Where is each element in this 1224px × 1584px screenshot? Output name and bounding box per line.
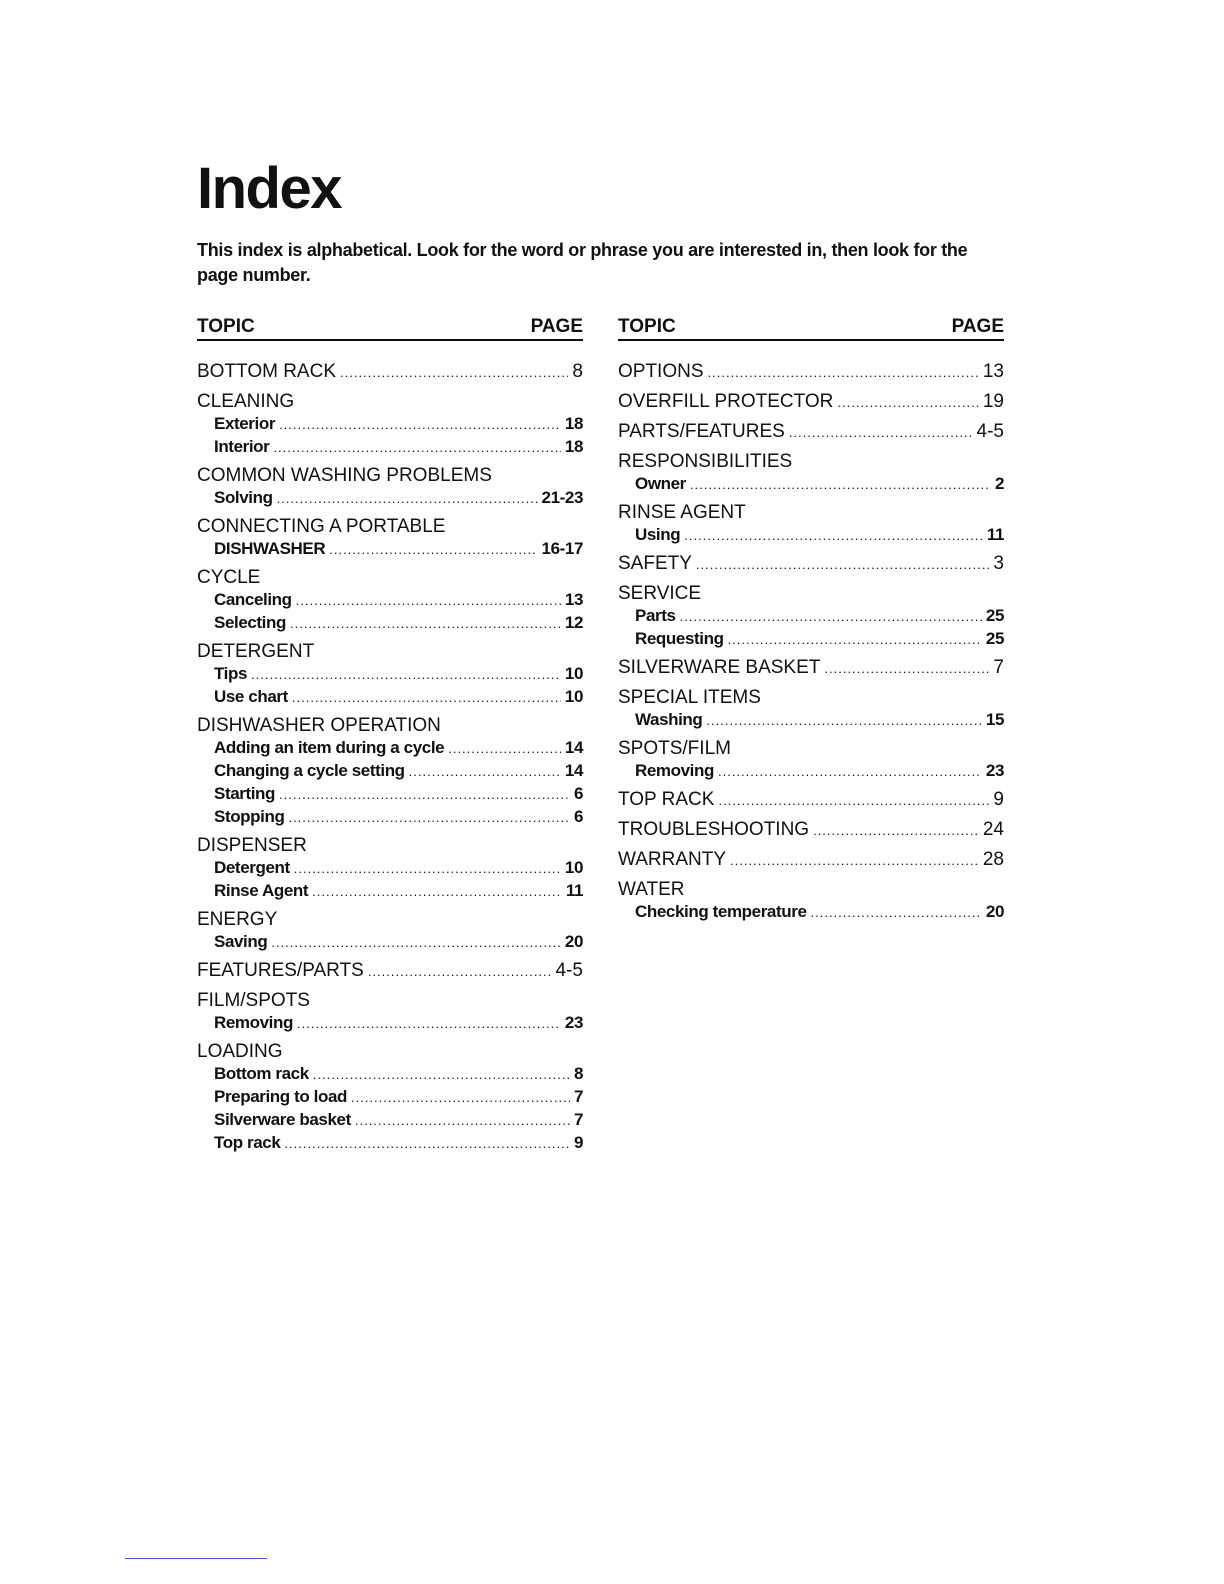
index-row	[618, 451, 1004, 473]
topic-label: Checking temperature	[635, 902, 807, 921]
index-subentry	[618, 760, 1004, 783]
index-subentry	[197, 413, 583, 436]
topic-label: WARRANTY	[618, 849, 727, 870]
index-entry	[618, 657, 1004, 680]
index-row	[197, 909, 583, 931]
topic-label: DISPENSER	[197, 835, 307, 856]
index-row	[618, 391, 1004, 414]
index-subentry	[197, 487, 583, 510]
page-header: PAGE	[951, 316, 1004, 337]
index-entry	[197, 1041, 583, 1155]
index-entry	[197, 909, 583, 954]
index-row	[214, 538, 583, 561]
dot-leader	[294, 858, 561, 880]
index-row	[618, 502, 1004, 524]
index-row	[635, 605, 1004, 628]
index-row	[618, 421, 1004, 444]
page-number: 11	[565, 881, 583, 900]
page-number: 23	[564, 1013, 583, 1032]
footer-rule	[125, 1558, 267, 1559]
topic-label: RINSE AGENT	[618, 502, 746, 523]
page-number: 20	[564, 932, 583, 951]
page-number: 25	[985, 629, 1004, 648]
index-subentry	[197, 1012, 583, 1035]
topic-label: DETERGENT	[197, 641, 315, 662]
topic-label: Preparing to load	[214, 1087, 347, 1106]
index-entry	[618, 502, 1004, 547]
index-entry	[618, 583, 1004, 651]
page-number: 18	[564, 414, 583, 433]
dot-leader	[448, 738, 561, 760]
topic-label: Stopping	[214, 807, 285, 826]
topic-label: OVERFILL PROTECTOR	[618, 391, 834, 412]
index-row	[635, 709, 1004, 732]
index-subentry	[197, 857, 583, 880]
index-subentry	[197, 880, 583, 903]
index-entry	[197, 641, 583, 709]
topic-label: Use chart	[214, 687, 288, 706]
topic-label: Starting	[214, 784, 276, 803]
dot-leader	[340, 362, 568, 384]
topic-label: FILM/SPOTS	[197, 990, 310, 1011]
index-entry	[618, 451, 1004, 496]
index-subentry	[618, 605, 1004, 628]
topic-label: Silverware basket	[214, 1110, 351, 1129]
topic-label: COMMON WASHING PROBLEMS	[197, 465, 492, 486]
page-number: 15	[985, 710, 1004, 729]
page-number: 12	[564, 613, 583, 632]
index-subentry	[197, 663, 583, 686]
index-row	[197, 516, 583, 538]
topic-label: Removing	[635, 761, 714, 780]
index-row	[214, 760, 583, 783]
index-subentry	[197, 783, 583, 806]
page-number: 24	[982, 819, 1004, 840]
page-number: 10	[564, 858, 583, 877]
index-row	[214, 737, 583, 760]
dot-leader	[355, 1110, 570, 1132]
index-entry	[618, 391, 1004, 414]
dot-leader	[329, 539, 537, 561]
topic-label: Exterior	[214, 414, 276, 433]
index-subentry	[197, 737, 583, 760]
page-number: 7	[573, 1087, 583, 1106]
index-row	[197, 465, 583, 487]
index-row	[197, 990, 583, 1012]
index-row	[635, 473, 1004, 496]
index-subentry	[197, 1109, 583, 1132]
index-subentry	[197, 1132, 583, 1155]
topic-label: Using	[635, 525, 681, 544]
index-entry	[618, 879, 1004, 924]
index-column-left	[197, 316, 583, 1161]
dot-leader	[718, 761, 982, 783]
dot-leader	[284, 1133, 570, 1155]
index-row	[197, 715, 583, 737]
page-number: 13	[564, 590, 583, 609]
topic-label: SPECIAL ITEMS	[618, 687, 761, 708]
index-row	[214, 1012, 583, 1035]
dot-leader	[292, 687, 561, 709]
page-number: 21-23	[541, 488, 583, 507]
topic-label: CONNECTING A PORTABLE	[197, 516, 446, 537]
page-number: 7	[993, 657, 1004, 678]
index-row	[214, 686, 583, 709]
dot-leader	[251, 664, 561, 686]
index-entry	[618, 553, 1004, 576]
intro-text: This index is alphabetical. Look for the word or phrase you are interested in, then look for the page number.	[197, 240, 968, 285]
index-row	[618, 849, 1004, 872]
page-number: 9	[573, 1133, 583, 1152]
index-entry	[197, 516, 583, 561]
topic-label: CYCLE	[197, 567, 261, 588]
index-column-right	[618, 316, 1004, 930]
index-row	[214, 663, 583, 686]
topic-header: TOPIC	[618, 316, 676, 337]
topic-label: DISHWASHER OPERATION	[197, 715, 441, 736]
index-subentry	[197, 589, 583, 612]
column-header	[197, 316, 583, 341]
dot-leader	[696, 554, 990, 576]
topic-label: Adding an item during a cycle	[214, 738, 445, 757]
topic-label: SILVERWARE BASKET	[618, 657, 821, 678]
index-row	[214, 806, 583, 829]
topic-label: CLEANING	[197, 391, 295, 412]
dot-leader	[313, 1064, 570, 1086]
dot-leader	[271, 932, 561, 954]
dot-leader	[690, 474, 991, 496]
index-row	[197, 361, 583, 384]
topic-label: SAFETY	[618, 553, 692, 574]
index-row	[214, 1132, 583, 1155]
index-row	[197, 835, 583, 857]
page-number: 14	[564, 738, 583, 757]
index-row	[635, 760, 1004, 783]
index-row	[618, 361, 1004, 384]
index-row	[197, 567, 583, 589]
dot-leader	[279, 414, 561, 436]
page-number: 10	[564, 664, 583, 683]
page-number: 28	[982, 849, 1004, 870]
topic-label: LOADING	[197, 1041, 283, 1062]
topic-label: WATER	[618, 879, 685, 900]
dot-leader	[811, 902, 982, 924]
page-number: 18	[564, 437, 583, 456]
index-entry	[618, 738, 1004, 783]
dot-leader	[279, 784, 570, 806]
index-row	[635, 901, 1004, 924]
topic-label: SPOTS/FILM	[618, 738, 731, 759]
index-row	[214, 436, 583, 459]
index-row	[214, 1086, 583, 1109]
index-row	[618, 789, 1004, 812]
page-number: 25	[985, 606, 1004, 625]
topic-label: OPTIONS	[618, 361, 704, 382]
dot-leader	[813, 820, 979, 842]
index-entry	[197, 990, 583, 1035]
dot-leader	[706, 710, 981, 732]
index-subentry	[618, 709, 1004, 732]
index-entry	[618, 819, 1004, 842]
index-subentry	[197, 1063, 583, 1086]
index-row	[618, 738, 1004, 760]
topic-label: PARTS/FEATURES	[618, 421, 785, 442]
index-row	[618, 553, 1004, 576]
dot-leader	[837, 392, 978, 414]
index-entry	[618, 687, 1004, 732]
topic-label: Saving	[214, 932, 268, 951]
page-number: 8	[572, 361, 583, 382]
page-number: 16-17	[541, 539, 583, 558]
index-subentry	[197, 612, 583, 635]
dot-leader	[708, 362, 979, 384]
index-entry	[197, 465, 583, 510]
index-entry	[618, 849, 1004, 872]
page-header: PAGE	[530, 316, 583, 337]
dot-leader	[824, 658, 989, 680]
page-title: Index	[197, 156, 341, 221]
dot-leader	[728, 629, 982, 651]
index-entry	[197, 960, 583, 983]
dot-leader	[680, 606, 982, 628]
topic-label: Detergent	[214, 858, 290, 877]
index-row	[635, 628, 1004, 651]
topic-label: FEATURES/PARTS	[197, 960, 364, 981]
page-number: 11	[986, 525, 1004, 544]
index-entry	[197, 567, 583, 635]
index-entry	[618, 421, 1004, 444]
page-number: 6	[573, 784, 583, 803]
page-number: 9	[993, 789, 1004, 810]
index-subentry	[618, 524, 1004, 547]
index-row	[197, 391, 583, 413]
index-row	[214, 612, 583, 635]
dot-leader	[312, 881, 562, 903]
page-number: 4-5	[555, 960, 583, 981]
dot-leader	[368, 961, 552, 983]
topic-label: Requesting	[635, 629, 724, 648]
page-number: 14	[564, 761, 583, 780]
index-row	[197, 1041, 583, 1063]
index-entry	[618, 361, 1004, 384]
index-row	[618, 879, 1004, 901]
index-row	[197, 960, 583, 983]
topic-label: Rinse Agent	[214, 881, 309, 900]
page-number: 8	[573, 1064, 583, 1083]
topic-label: Interior	[214, 437, 270, 456]
column-header	[618, 316, 1004, 341]
page-number: 3	[993, 553, 1004, 574]
index-subentry	[618, 473, 1004, 496]
dot-leader	[409, 761, 561, 783]
dot-leader	[288, 807, 569, 829]
page-number: 7	[573, 1110, 583, 1129]
index-row	[214, 783, 583, 806]
dot-leader	[730, 850, 979, 872]
topic-label: Tips	[214, 664, 248, 683]
topic-label: ENERGY	[197, 909, 278, 930]
index-entry	[197, 715, 583, 829]
topic-label: Solving	[214, 488, 273, 507]
index-row	[618, 583, 1004, 605]
index-entry	[197, 361, 583, 384]
topic-label: Removing	[214, 1013, 293, 1032]
page-number: 6	[573, 807, 583, 826]
page-number: 2	[994, 474, 1004, 493]
index-subentry	[618, 901, 1004, 924]
index-row	[214, 857, 583, 880]
index-row	[618, 657, 1004, 680]
index-row	[618, 687, 1004, 709]
index-subentry	[197, 806, 583, 829]
topic-header: TOPIC	[197, 316, 255, 337]
index-row	[214, 413, 583, 436]
topic-label: BOTTOM RACK	[197, 361, 336, 382]
page-number: 10	[564, 687, 583, 706]
index-entries	[618, 361, 1004, 924]
topic-label: Top rack	[214, 1133, 281, 1152]
index-subentry	[618, 628, 1004, 651]
index-subentry	[197, 1086, 583, 1109]
page-number: 19	[982, 391, 1004, 412]
topic-label: Bottom rack	[214, 1064, 309, 1083]
index-entry	[197, 835, 583, 903]
topic-label: TROUBLESHOOTING	[618, 819, 810, 840]
topic-label: RESPONSIBILITIES	[618, 451, 793, 472]
dot-leader	[718, 790, 989, 812]
index-row	[197, 641, 583, 663]
topic-label: DISHWASHER	[214, 539, 326, 558]
index-row	[214, 931, 583, 954]
dot-leader	[273, 437, 561, 459]
topic-label: Washing	[635, 710, 703, 729]
page-number: 4-5	[976, 421, 1004, 442]
index-subentry	[197, 686, 583, 709]
dot-leader	[789, 422, 973, 444]
index-subentry	[197, 538, 583, 561]
dot-leader	[297, 1013, 561, 1035]
index-row	[214, 1063, 583, 1086]
index-row	[214, 1109, 583, 1132]
index-subentry	[197, 931, 583, 954]
dot-leader	[684, 525, 983, 547]
dot-leader	[296, 590, 561, 612]
index-entry	[197, 391, 583, 459]
index-row	[618, 819, 1004, 842]
index-row	[214, 487, 583, 510]
index-entry	[618, 789, 1004, 812]
dot-leader	[351, 1087, 570, 1109]
page-number: 13	[982, 361, 1004, 382]
topic-label: Parts	[635, 606, 676, 625]
topic-label: Changing a cycle setting	[214, 761, 405, 780]
index-row	[214, 589, 583, 612]
index-row	[214, 880, 583, 903]
index-subentry	[197, 436, 583, 459]
dot-leader	[277, 488, 538, 510]
page-number: 23	[985, 761, 1004, 780]
topic-label: SERVICE	[618, 583, 702, 604]
dot-leader	[290, 613, 561, 635]
index-subentry	[197, 760, 583, 783]
topic-label: TOP RACK	[618, 789, 715, 810]
topic-label: Selecting	[214, 613, 286, 632]
index-row	[635, 524, 1004, 547]
index-entries	[197, 361, 583, 1155]
page-number: 20	[985, 902, 1004, 921]
topic-label: Owner	[635, 474, 686, 493]
topic-label: Canceling	[214, 590, 292, 609]
